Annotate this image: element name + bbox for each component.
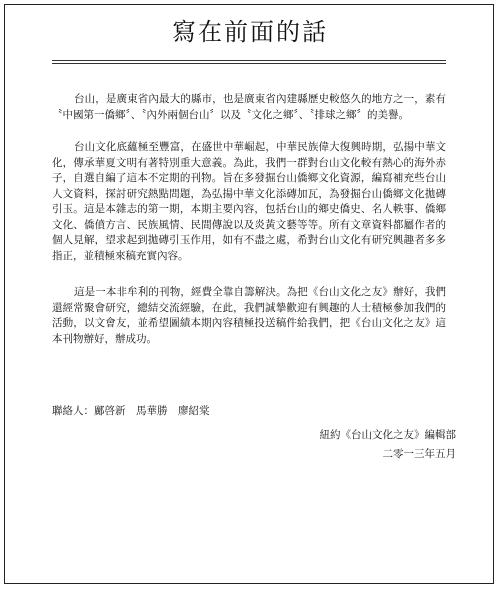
title-underline-second (52, 63, 446, 64)
publisher-signature: 紐約《台山文化之友》編輯部 (319, 429, 456, 441)
contact-persons: 聯絡人：鄺啓新 馬華勝 廖紹棠 (52, 405, 210, 417)
publication-date: 二零一三年五月 (382, 448, 456, 460)
paragraph-purpose: 台山文化底蘊極至豐富，在盛世中華崛起，中華民族偉大復興時期，弘揚中華文化，傳承華夏文明有著特別重大意義。為此，我們一群對台山文化較有熱心的海外赤子，自選自編了這本不定期的刊物。旨在多發掘台山僑鄉文化資源，編寫補充些台山人文資料，探討研究熱點問題，為弘揚中華文化添磚加瓦，為發掘台山僑鄉文化拋磚引玉。這是本雜志的第一期，本期主要內容，包括台山的鄉史僑史、名人軼事、僑鄉文化、僑僨方言、民族風情、民間傳說以及炎黃文藝等等。所有文章資料都屬作者的個人見解，望求起到拋磚引玉作用，如有不盡之處，希對台山文化有研究興趣者多多指正，並積極來稿充實內容。 (52, 141, 446, 262)
paragraph-intro: 台山，是廣東省內最大的縣市，也是廣東省內建縣歷史較悠久的地方之一，素有〝中國第一僑鄉〞、〝內外兩個台山〞以及〝文化之鄉〞、〝排球之鄉〞的美譽。 (52, 93, 446, 121)
title-underline (52, 60, 446, 61)
page-title: 寫在前面的話 (172, 18, 328, 46)
paragraph-funding: 這是一本非牟利的刊物，經費全靠自籌解決。為把《台山文化之友》辦好，我們還經常聚會研究，總結交流經驗，在此，我們誠摯歡迎有興趣的人士積極參加我們的活動，以文會友，並希望圖績本期內容積極投送稿件給我們，把《台山文化之友》這本刊物辦好，辦成功。 (52, 286, 446, 345)
